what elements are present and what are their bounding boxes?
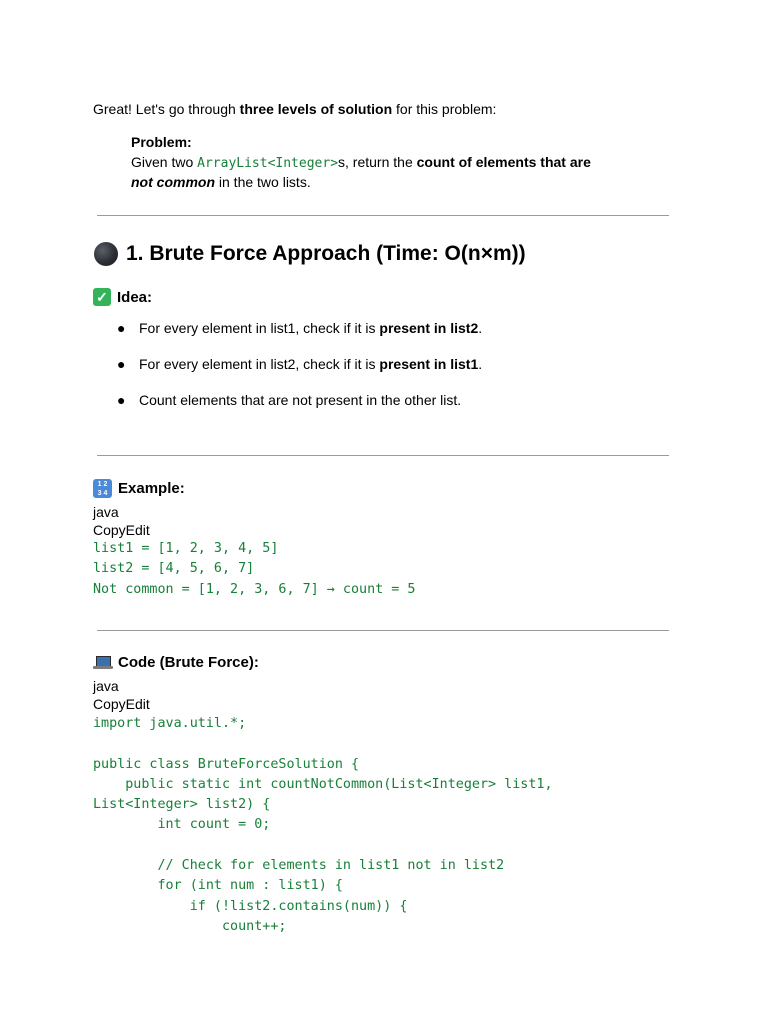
bullet-icon: ● — [117, 356, 126, 372]
problem-line-1 — [131, 153, 651, 174]
intro-paragraph — [93, 101, 496, 117]
code-heading — [93, 654, 259, 671]
example-heading-text: Example: — [118, 480, 185, 497]
problem-line-2 — [131, 173, 651, 193]
list-item-text: . — [478, 320, 483, 336]
problem-bold-italic: not common — [131, 174, 215, 190]
list-item-text: Count elements that are not present in the other list. — [139, 392, 462, 408]
problem-text: in the two lists. — [215, 174, 311, 190]
laptop-icon — [93, 655, 113, 671]
divider — [97, 630, 669, 631]
section-heading-text: 1. Brute Force Approach (Time: O(n×m)) — [126, 242, 526, 265]
inline-code: ArrayList<Integer> — [197, 155, 339, 171]
problem-title: Problem: — [131, 134, 192, 150]
idea-list — [93, 320, 482, 428]
idea-heading-text: Idea: — [117, 288, 153, 306]
copy-button[interactable]: CopyEdit — [93, 522, 150, 538]
divider — [97, 455, 669, 456]
list-item-text: For every element in list1, check if it is — [139, 320, 380, 336]
intro-prefix: Great! Let's go through — [93, 101, 240, 117]
section-heading-brute-force — [93, 242, 526, 266]
intro-suffix: for this problem: — [392, 101, 497, 117]
idea-heading — [93, 288, 152, 306]
intro-bold: three levels of solution — [239, 101, 393, 117]
problem-quote — [131, 133, 651, 193]
numbers-icon: 1 2 3 4 — [93, 479, 112, 498]
check-mark-icon: ✓ — [93, 288, 111, 306]
problem-text: s, return the — [338, 153, 417, 170]
list-item-bold: present in list2 — [379, 320, 479, 336]
code-heading-text: Code (Brute Force): — [118, 654, 259, 671]
list-item — [93, 356, 482, 392]
problem-bold: count of elements that are — [416, 153, 591, 170]
example-heading — [93, 479, 185, 498]
list-item-text: For every element in list2, check if it is — [139, 356, 380, 372]
bullet-icon: ● — [117, 392, 126, 408]
problem-text: Given two — [131, 153, 198, 170]
list-item-text: . — [478, 356, 483, 372]
new-moon-icon — [94, 242, 118, 266]
code-language-label: java — [93, 504, 119, 520]
bullet-icon: ● — [117, 320, 126, 336]
example-code-block: list1 = [1, 2, 3, 4, 5] list2 = [4, 5, 6, 7] Not common = [1, 2, 3, 6, 7] → count = 5 — [93, 541, 416, 597]
copy-button[interactable]: CopyEdit — [93, 696, 150, 712]
code-language-label: java — [93, 678, 119, 694]
divider — [97, 215, 669, 216]
brute-force-code-block: import java.util.*; public class BruteForceSolution { public static int countNotCommon(List<Integer> list1, List<Integer> list2) { int count = 0; // Check for elements in list1 not in list2 for (int num : list1) { if (!list2.contains(num)) { count++; — [93, 716, 553, 934]
list-item — [93, 320, 482, 356]
list-item-bold: present in list1 — [379, 356, 479, 372]
list-item — [93, 392, 482, 428]
